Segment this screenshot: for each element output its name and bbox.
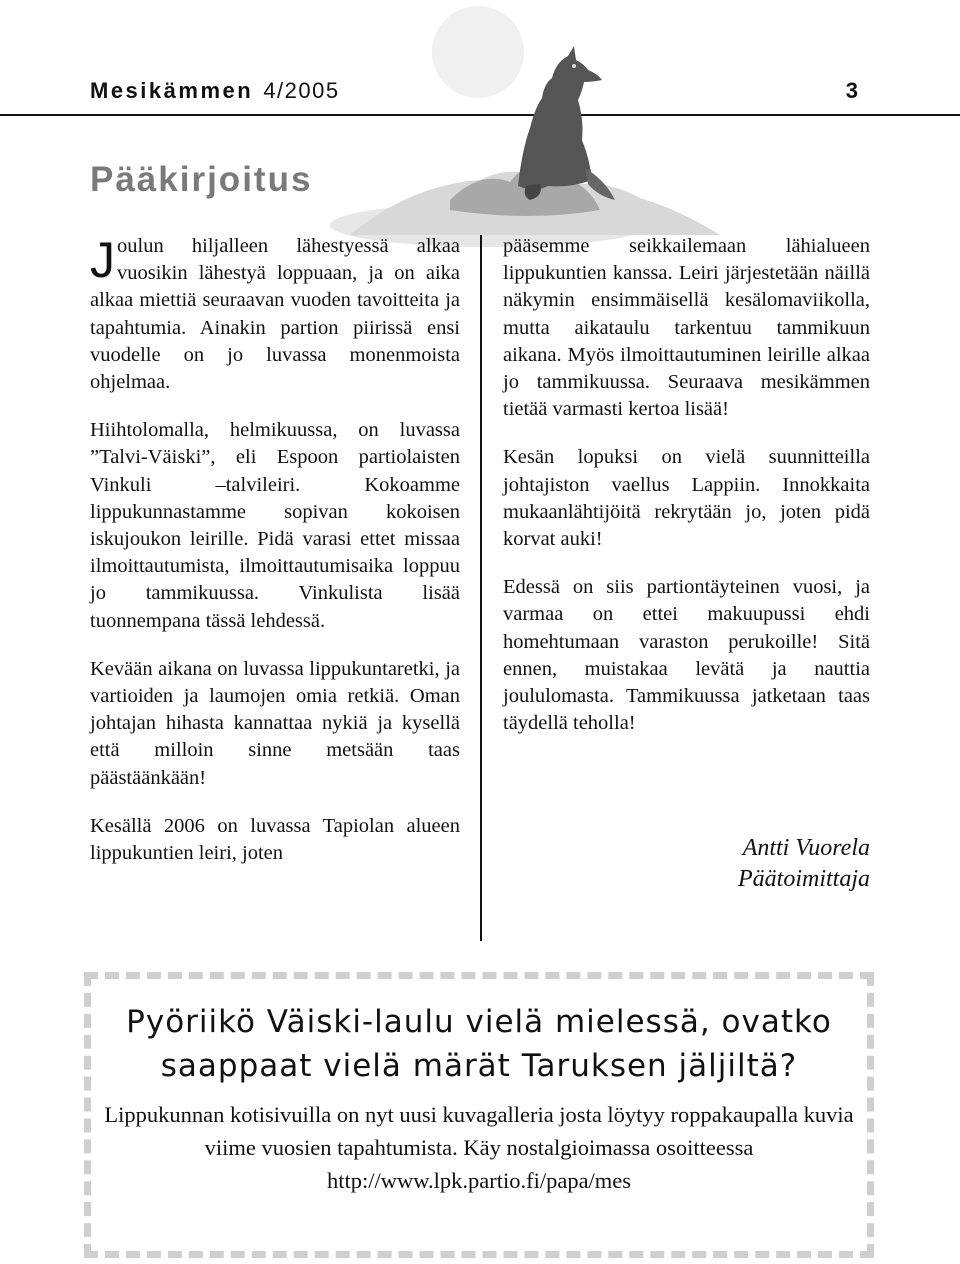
- paragraph-closing: Edessä on siis partiontäyteinen vuosi, ja varmaa on ettei makuupussi ehdi homehtumaan varaston perukoille! Sitä ennen, muistakaa levätä ja nauttia joululomasta. Tammikuussa jatketaan taas täydellä teholla!: [503, 576, 870, 735]
- right-column: [503, 233, 870, 758]
- howling-wolf-illustration: [330, 0, 730, 250]
- paragraph-summer: Kesällä 2006 on luvassa Tapiolan alueen lippukuntien leiri, joten: [90, 814, 460, 865]
- paragraph-lapland: Kesän lopuksi on vielä suunnitteilla johtajiston vaellus Lappiin. Innokkaita mukaanlähtijöitä rekrytään jo, joten pidä korvat auki!: [503, 446, 870, 551]
- publication-name: Mesikämmen: [90, 78, 254, 103]
- paragraph-intro: [90, 233, 460, 396]
- issue-number: 4/2005: [263, 78, 340, 103]
- announcement-box: [84, 972, 874, 1258]
- drop-cap: J: [90, 232, 115, 288]
- signature-role: Päätoimittaja: [738, 866, 870, 892]
- column-divider: [480, 235, 482, 941]
- signature-name: Antti Vuorela: [742, 835, 870, 861]
- page-number: 3: [845, 78, 858, 103]
- announcement-text: Lippukunnan kotisivuilla on nyt uusi kuvagalleria josta löytyy roppakaupalla kuvia viime vuosien tapahtumista. Käy nostalgioimassa osoitteessa http://www.lpk.partio.fi/papa/mes: [104, 1102, 854, 1193]
- page-title: Pääkirjoitus: [90, 160, 313, 199]
- signature: [738, 833, 870, 895]
- paragraph-camp: pääsemme seikkailemaan lähialueen lippukuntien kanssa. Leiri järjestetään näillä näkymin ensimmäisellä kesälomaviikolla, mutta aikataulu tarkentuu tammikuun aikana. Myös ilmoittautuminen leirille alkaa jo tammikuussa. Seuraava mesikämmen tietää varmasti kertoa lisää!: [503, 235, 870, 421]
- paragraph-spring: Kevään aikana on luvassa lippukuntaretki, ja vartioiden ja laumojen omia retkiä. Oman johtajan hihasta kannattaa nykiä ja kysellä että milloin sinne metsään taas päästäänkään!: [90, 657, 460, 789]
- left-column: [90, 233, 460, 888]
- paragraph-talvi-vaiski: Hiihtolomalla, helmikuussa, on luvassa ”Talvi-Väiski”, eli Espoon partiolaisten Vinkuli –talvileiri. Kokoamme lippukunnastamme sopivan kokoisen iskujoukon leirille. Pidä varasi ettet missaa ilmoittautumista, ilmoittautumisaika loppuu jo tammikuussa. Vinkulista lisää tuonnempana tässä lehdessä.: [90, 419, 460, 632]
- paragraph-intro-text: oulun hiljalleen lähestyessä alkaa vuosikin lähestyä loppuaan, ja on aika alkaa miettiä seuraavan vuoden tavoitteita ja tapahtumia. Ainakin partion piirissä ensi vuodelle on jo luvassa monenmoista ohjelmaa.: [90, 235, 460, 394]
- announcement-question: Pyöriikö Väiski-laulu vielä mielessä, ovatko saappaat vielä märät Taruksen jäljiltä?: [126, 1004, 832, 1084]
